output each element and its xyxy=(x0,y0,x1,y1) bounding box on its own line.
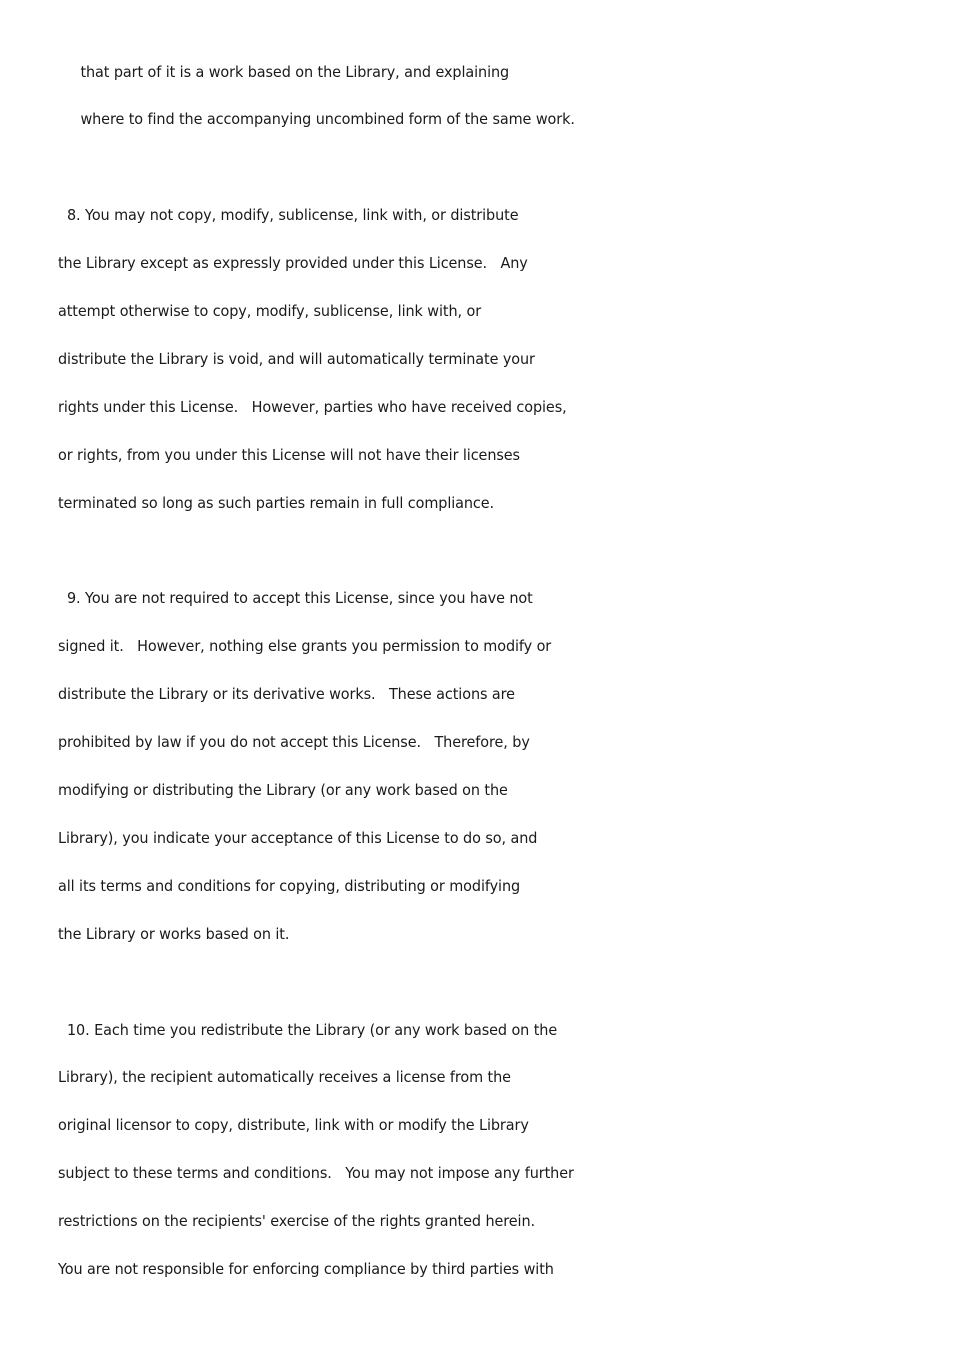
text-line: 10. Each time you redistribute the Library (or any work based on the xyxy=(58,1021,558,1039)
text-line: subject to these terms and conditions. You may not impose any further xyxy=(58,1164,574,1182)
text-line: the Library except as expressly provided under this License. Any xyxy=(58,254,528,272)
text-line: You are not responsible for enforcing compliance by third parties with xyxy=(58,1260,554,1278)
text-line: all its terms and conditions for copying, distributing or modifying xyxy=(58,877,521,895)
text-line: attempt otherwise to copy, modify, sublicense, link with, or xyxy=(58,302,482,320)
text-line: Library), you indicate your acceptance of this License to do so, and xyxy=(58,829,538,847)
text-line: that part of it is a work based on the Library, and explaining xyxy=(58,63,510,81)
text-line: modifying or distributing the Library (or any work based on the xyxy=(58,781,508,799)
text-line: restrictions on the recipients' exercise of the rights granted herein. xyxy=(58,1212,536,1230)
text-line: the Library or works based on it. xyxy=(58,925,290,943)
text-line: or rights, from you under this License will not have their licenses xyxy=(58,446,520,464)
text-line: terminated so long as such parties remain in full compliance. xyxy=(58,494,495,512)
text-line: distribute the Library is void, and will automatically terminate your xyxy=(58,350,535,368)
text-line: where to find the accompanying uncombined form of the same work. xyxy=(58,110,575,128)
text-line: rights under this License. However, parties who have received copies, xyxy=(58,398,567,416)
text-line: 8. You may not copy, modify, sublicense, link with, or distribute xyxy=(58,206,519,224)
text-line: distribute the Library or its derivative works. These actions are xyxy=(58,685,515,703)
text-line: original licensor to copy, distribute, link with or modify the Library xyxy=(58,1116,529,1134)
text-line: 9. You are not required to accept this License, since you have not xyxy=(58,589,533,607)
text-line: prohibited by law if you do not accept this License. Therefore, by xyxy=(58,733,530,751)
text-line: signed it. However, nothing else grants you permission to modify or xyxy=(58,637,552,655)
text-line: Library), the recipient automatically receives a license from the xyxy=(58,1068,511,1086)
